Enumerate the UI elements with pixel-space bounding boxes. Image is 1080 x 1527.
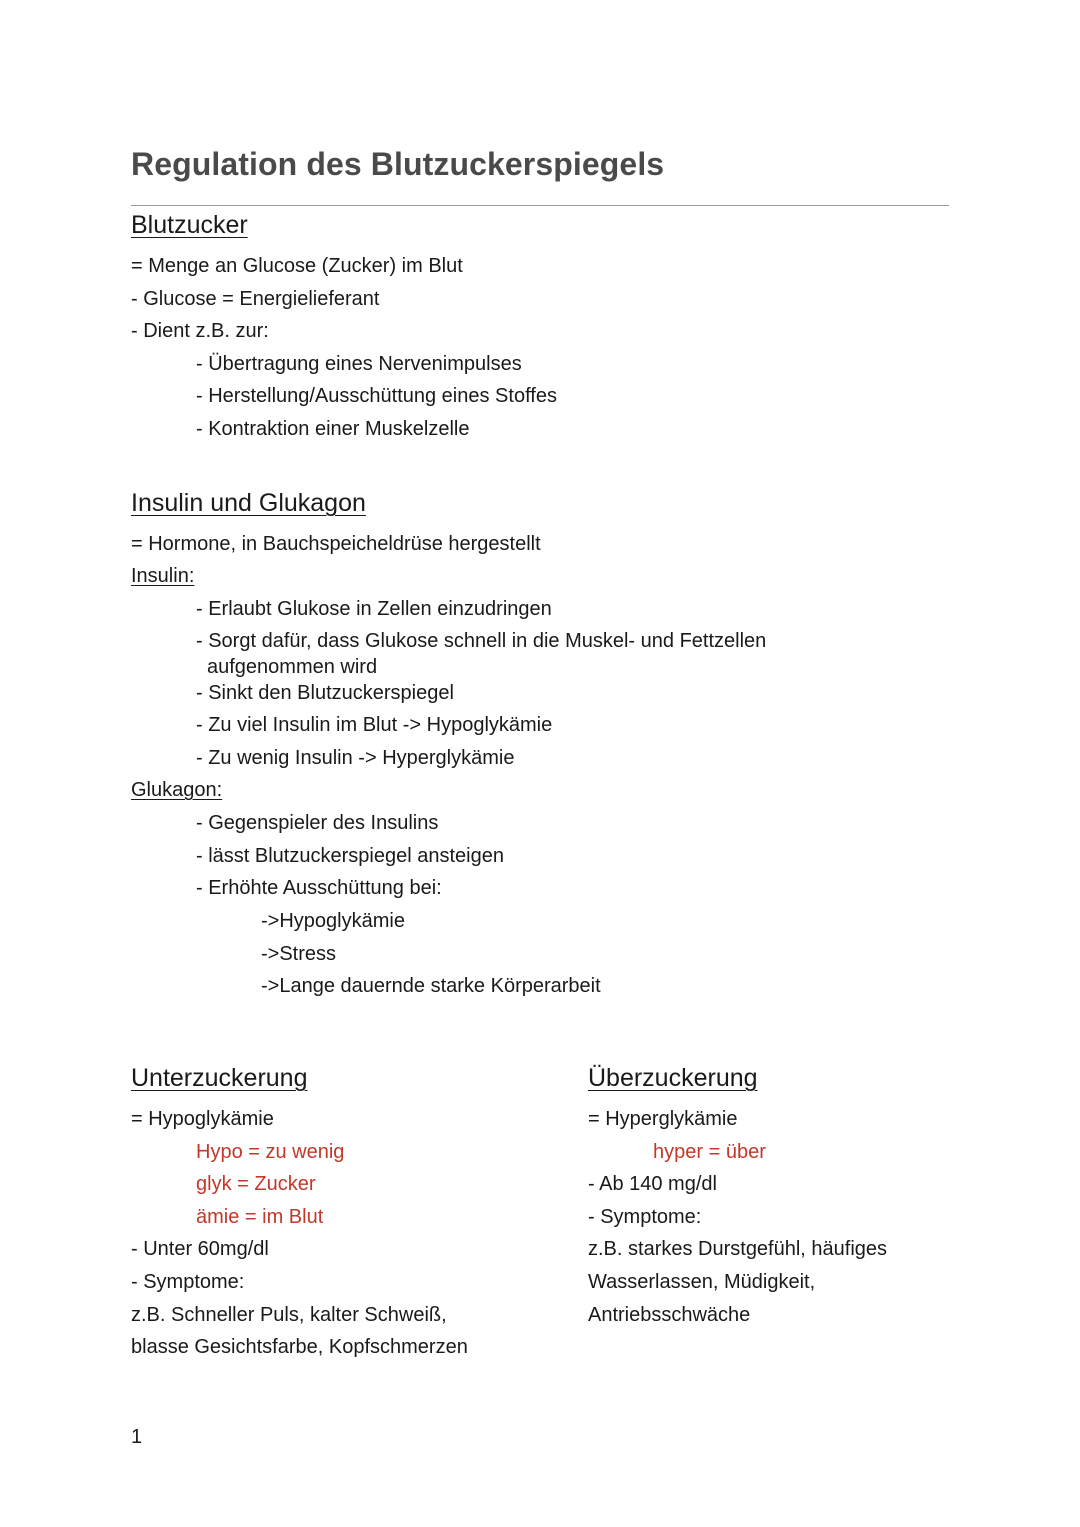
blutzucker-line: = Menge an Glucose (Zucker) im Blut [131,255,463,277]
blutzucker-line: - Glucose = Energielieferant [131,288,380,310]
glukagon-sub-item: ->Hypoglykämie [261,910,405,932]
glukagon-item: - lässt Blutzuckerspiegel ansteigen [196,845,504,867]
unter-line: z.B. Schneller Puls, kalter Schweiß, [131,1304,447,1326]
title-divider [131,205,949,206]
insulin-item-continued: aufgenommen wird [207,656,378,678]
ueber-line: Wasserlassen, Müdigkeit, [588,1271,816,1293]
insulin-item: - Zu wenig Insulin -> Hyperglykämie [196,747,515,769]
heading-blutzucker: Blutzucker [131,211,248,239]
unter-definition: ämie = im Blut [196,1206,324,1228]
glukagon-sub-item: ->Stress [261,943,337,965]
page-number: 1 [131,1426,143,1448]
ueber-line: - Ab 140 mg/dl [588,1173,717,1195]
heading-unterzuckerung: Unterzuckerung [131,1064,308,1092]
ueber-definition: hyper = über [653,1141,766,1163]
glukagon-sub-item: ->Lange dauernde starke Körperarbeit [261,975,601,997]
insulin-label: Insulin: [131,565,195,587]
glukagon-item: - Gegenspieler des Insulins [196,812,439,834]
hormone-intro: = Hormone, in Bauchspeicheldrüse hergestellt [131,533,541,555]
unter-line: - Symptome: [131,1271,245,1293]
ueber-line: - Symptome: [588,1206,702,1228]
unter-line: = Hypoglykämie [131,1108,274,1130]
unter-definition: Hypo = zu wenig [196,1141,345,1163]
glukagon-item: - Erhöhte Ausschüttung bei: [196,877,442,899]
blutzucker-line: - Dient z.B. zur: [131,320,269,342]
unter-definition: glyk = Zucker [196,1173,316,1195]
insulin-item: - Erlaubt Glukose in Zellen einzudringen [196,598,552,620]
ueber-line: = Hyperglykämie [588,1108,738,1130]
heading-ueberzuckerung: Überzuckerung [588,1064,758,1092]
glukagon-label: Glukagon: [131,779,223,801]
insulin-item: - Sorgt dafür, dass Glukose schnell in die Muskel- und Fettzellen [196,630,767,652]
insulin-item: - Zu viel Insulin im Blut -> Hypoglykämie [196,714,553,736]
blutzucker-sub-item: - Herstellung/Ausschüttung eines Stoffes [196,385,557,407]
blutzucker-sub-item: - Übertragung eines Nervenimpulses [196,353,522,375]
ueber-line: z.B. starkes Durstgefühl, häufiges [588,1238,888,1260]
ueber-line: Antriebsschwäche [588,1304,751,1326]
unter-line: blasse Gesichtsfarbe, Kopfschmerzen [131,1336,468,1358]
page-title: Regulation des Blutzuckerspiegels [131,146,665,182]
unter-line: - Unter 60mg/dl [131,1238,269,1260]
blutzucker-sub-item: - Kontraktion einer Muskelzelle [196,418,470,440]
heading-insulin-glukagon: Insulin und Glukagon [131,489,366,517]
insulin-item: - Sinkt den Blutzuckerspiegel [196,682,454,704]
